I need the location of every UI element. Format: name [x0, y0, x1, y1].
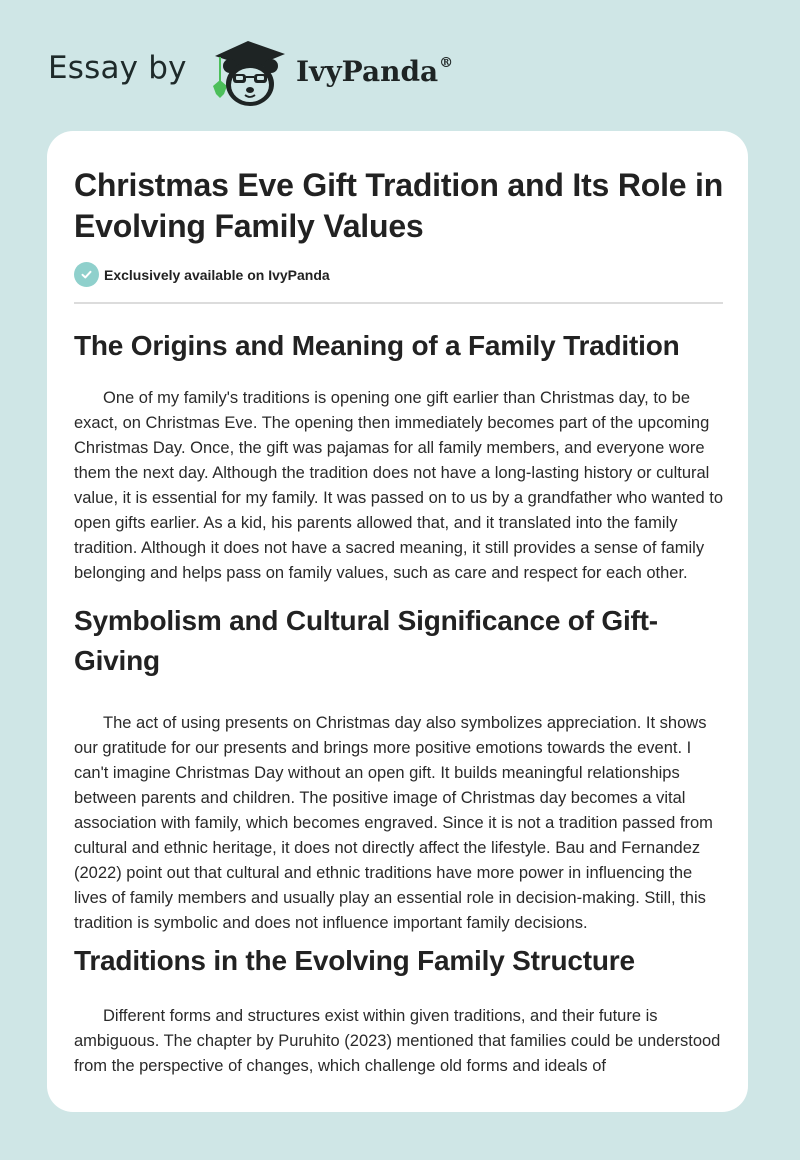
check-circle-icon [74, 262, 99, 287]
divider [74, 302, 723, 304]
exclusive-badge [74, 262, 330, 287]
section-heading: The Origins and Meaning of a Family Tradition [74, 330, 680, 361]
section-paragraph: The act of using presents on Christmas day also symbolizes appreciation. It shows our gratitude for our presents and brings more positive emotions towards the event. I can't imagine Christmas Day without an open gift. It builds meaningful relationships between parents and children. The positive image of Christmas day becomes a vital association with family, which becomes engraved. Since it is not a tradition passed from cultural and ethnic heritage, it does not directly affect the lifestyle. Bau and Fernandez (2022) point out that cultural and ethnic traditions have more power in influencing the lives of family members and usually play an essential role in decision-making. Still, this tradition is symbolic and does not influence important family decisions. [74, 714, 713, 932]
section-origins [74, 326, 729, 586]
brand-prefix: Essay by [48, 50, 187, 86]
registered-mark: ® [439, 55, 454, 71]
section-heading: Traditions in the Evolving Family Structure [74, 945, 635, 976]
essay-title: Christmas Eve Gift Tradition and Its Role in Evolving Family Values [74, 167, 724, 244]
section-paragraph: Different forms and structures exist within given traditions, and their future is ambiguous. The chapter by Puruhito (2023) mentioned that families could be understood from the perspective of changes, which challenge old forms and ideals of [74, 1007, 721, 1075]
section-paragraph: One of my family's traditions is opening one gift earlier than Christmas day, to be exact, on Christmas Eve. The opening then immediately becomes part of the upcoming Christmas Day. Once, the gift was pajamas for all family members, and everyone wore them the next day. Although the tradition does not have a long-lasting history or cultural value, it is essential for my family. It was passed on to us by a grandfather who wanted to open gifts earlier. As a kid, his parents allowed that, and it translated into the family tradition. Although it does not have a sacred meaning, it still provides a sense of family belonging and helps pass on family values, such as care and respect for each other. [74, 389, 724, 582]
brand-name-text: IvyPanda [296, 55, 439, 88]
badge-text: Exclusively available on IvyPanda [104, 266, 330, 283]
essay-card [47, 131, 748, 1112]
panda-graduate-icon[interactable] [203, 36, 293, 108]
section-heading: Symbolism and Cultural Significance of Gift-Giving [74, 605, 658, 676]
brand-name[interactable] [296, 55, 453, 88]
section-evolving-structure [74, 941, 729, 1079]
section-symbolism [74, 601, 729, 936]
site-header [0, 0, 800, 130]
